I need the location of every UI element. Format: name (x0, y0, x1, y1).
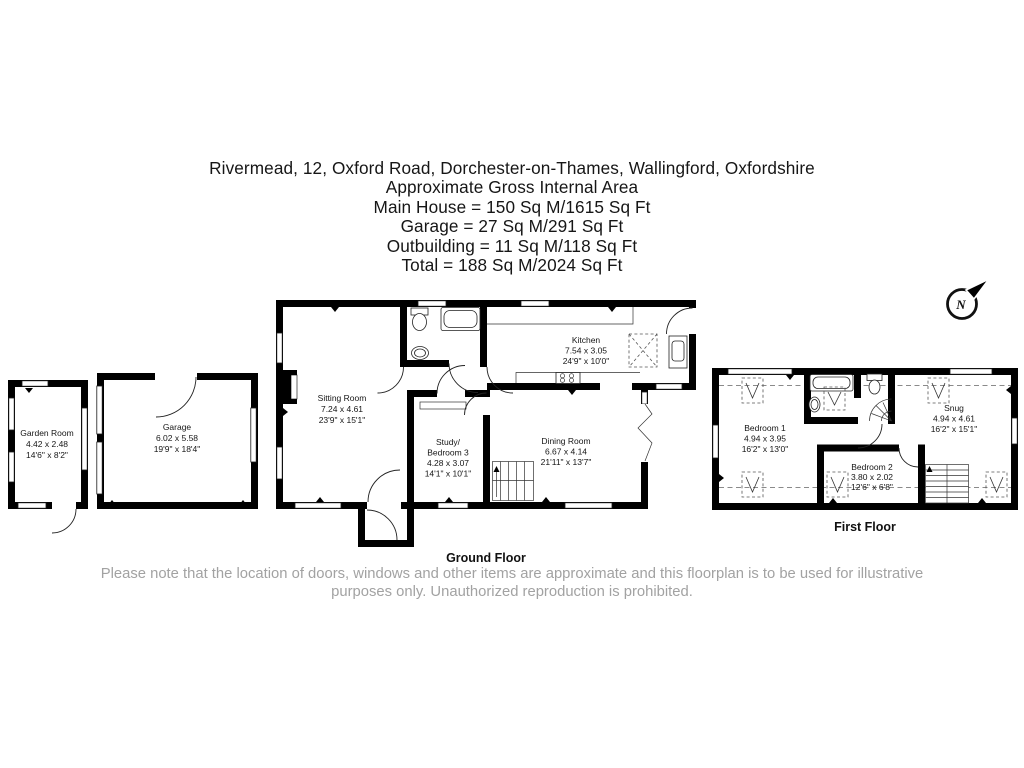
disclaimer (0, 566, 1024, 601)
first-floor-stairs (926, 465, 969, 504)
area-garage: Garage = 27 Sq M/291 Sq Ft (400, 216, 624, 237)
area-outbuilding: Outbuilding = 11 Sq M/118 Sq Ft (386, 235, 638, 256)
study-name-line1: Study/ (435, 437, 461, 447)
ground-floor-caption: Ground Floor (446, 551, 526, 565)
bedroom2-metric: 3.80 x 2.02 (850, 472, 894, 482)
disclaimer-line1: Please note that the location of doors, windows and other items are approximate and this floorplan is to be used for illustrative (100, 566, 924, 582)
garage-metric: 6.02 x 5.58 (155, 433, 199, 443)
study-imperial: 14'1" x 10'1" (424, 468, 472, 479)
fireplace (283, 370, 297, 404)
kitchen-metric: 7.54 x 3.05 (564, 345, 608, 356)
ground-floor-plan (277, 301, 697, 565)
garage-plan (97, 372, 256, 505)
garage-name: Garage (162, 422, 192, 432)
kitchen-name: Kitchen (571, 335, 601, 345)
bedroom2-imperial: 12'6" x 6'8" (851, 482, 893, 492)
sitting-room-name: Sitting Room (317, 393, 367, 403)
property-address: Rivermead, 12, Oxford Road, Dorchester-on-Thames, Wallingford, Oxfordshire (209, 158, 815, 178)
north-compass-icon (948, 279, 990, 319)
snug-metric: 4.94 x 4.61 (932, 413, 976, 424)
area-subtitle: Approximate Gross Internal Area (385, 177, 639, 198)
bedroom1-name: Bedroom 1 (744, 423, 786, 433)
first-floor-caption: First Floor (834, 520, 896, 534)
garden-room-door-arc (52, 509, 76, 533)
first-floor-plan (713, 369, 1017, 534)
dining-room-metric: 6.67 x 4.14 (544, 446, 588, 457)
bedroom2-name: Bedroom 2 (851, 462, 893, 472)
ground-floor-stairs (493, 462, 534, 501)
dining-room-imperial: 21'11" x 13'7" (540, 457, 592, 467)
garden-room-plan (9, 381, 87, 533)
area-main-house: Main House = 150 Sq M/1615 Sq Ft (373, 196, 651, 217)
study-name-line2: Bedroom 3 (427, 447, 469, 458)
bedroom1-imperial: 16'2" x 13'0" (741, 444, 789, 454)
garden-room-imperial: 14'6" x 8'2" (26, 450, 68, 460)
disclaimer-line2: purposes only. Unauthorized reproduction is prohibited. (331, 583, 693, 600)
snug-name: Snug (944, 403, 964, 413)
dining-room-name: Dining Room (541, 436, 591, 446)
toilet-cistern (867, 374, 882, 381)
area-total: Total = 188 Sq M/2024 Sq Ft (401, 255, 623, 276)
garage-imperial: 19'9" x 18'4" (153, 444, 201, 454)
bedroom1-metric: 4.94 x 3.95 (743, 433, 787, 444)
study-metric: 4.28 x 3.07 (426, 458, 470, 468)
sitting-room-imperial: 23'9" x 15'1" (318, 415, 366, 425)
porch-walls (362, 505, 411, 544)
toilet-bowl (413, 314, 427, 331)
toilet-bowl (869, 380, 880, 394)
sitting-room-metric: 7.24 x 4.61 (320, 404, 364, 414)
garden-room-name: Garden Room (20, 428, 74, 438)
snug-imperial: 16'2" x 15'1" (930, 424, 978, 434)
compass-north-label: N (956, 297, 966, 312)
kitchen-imperial: 24'9" x 10'0" (562, 356, 610, 366)
garden-room-metric: 4.42 x 2.48 (25, 439, 69, 449)
hob (556, 373, 580, 384)
